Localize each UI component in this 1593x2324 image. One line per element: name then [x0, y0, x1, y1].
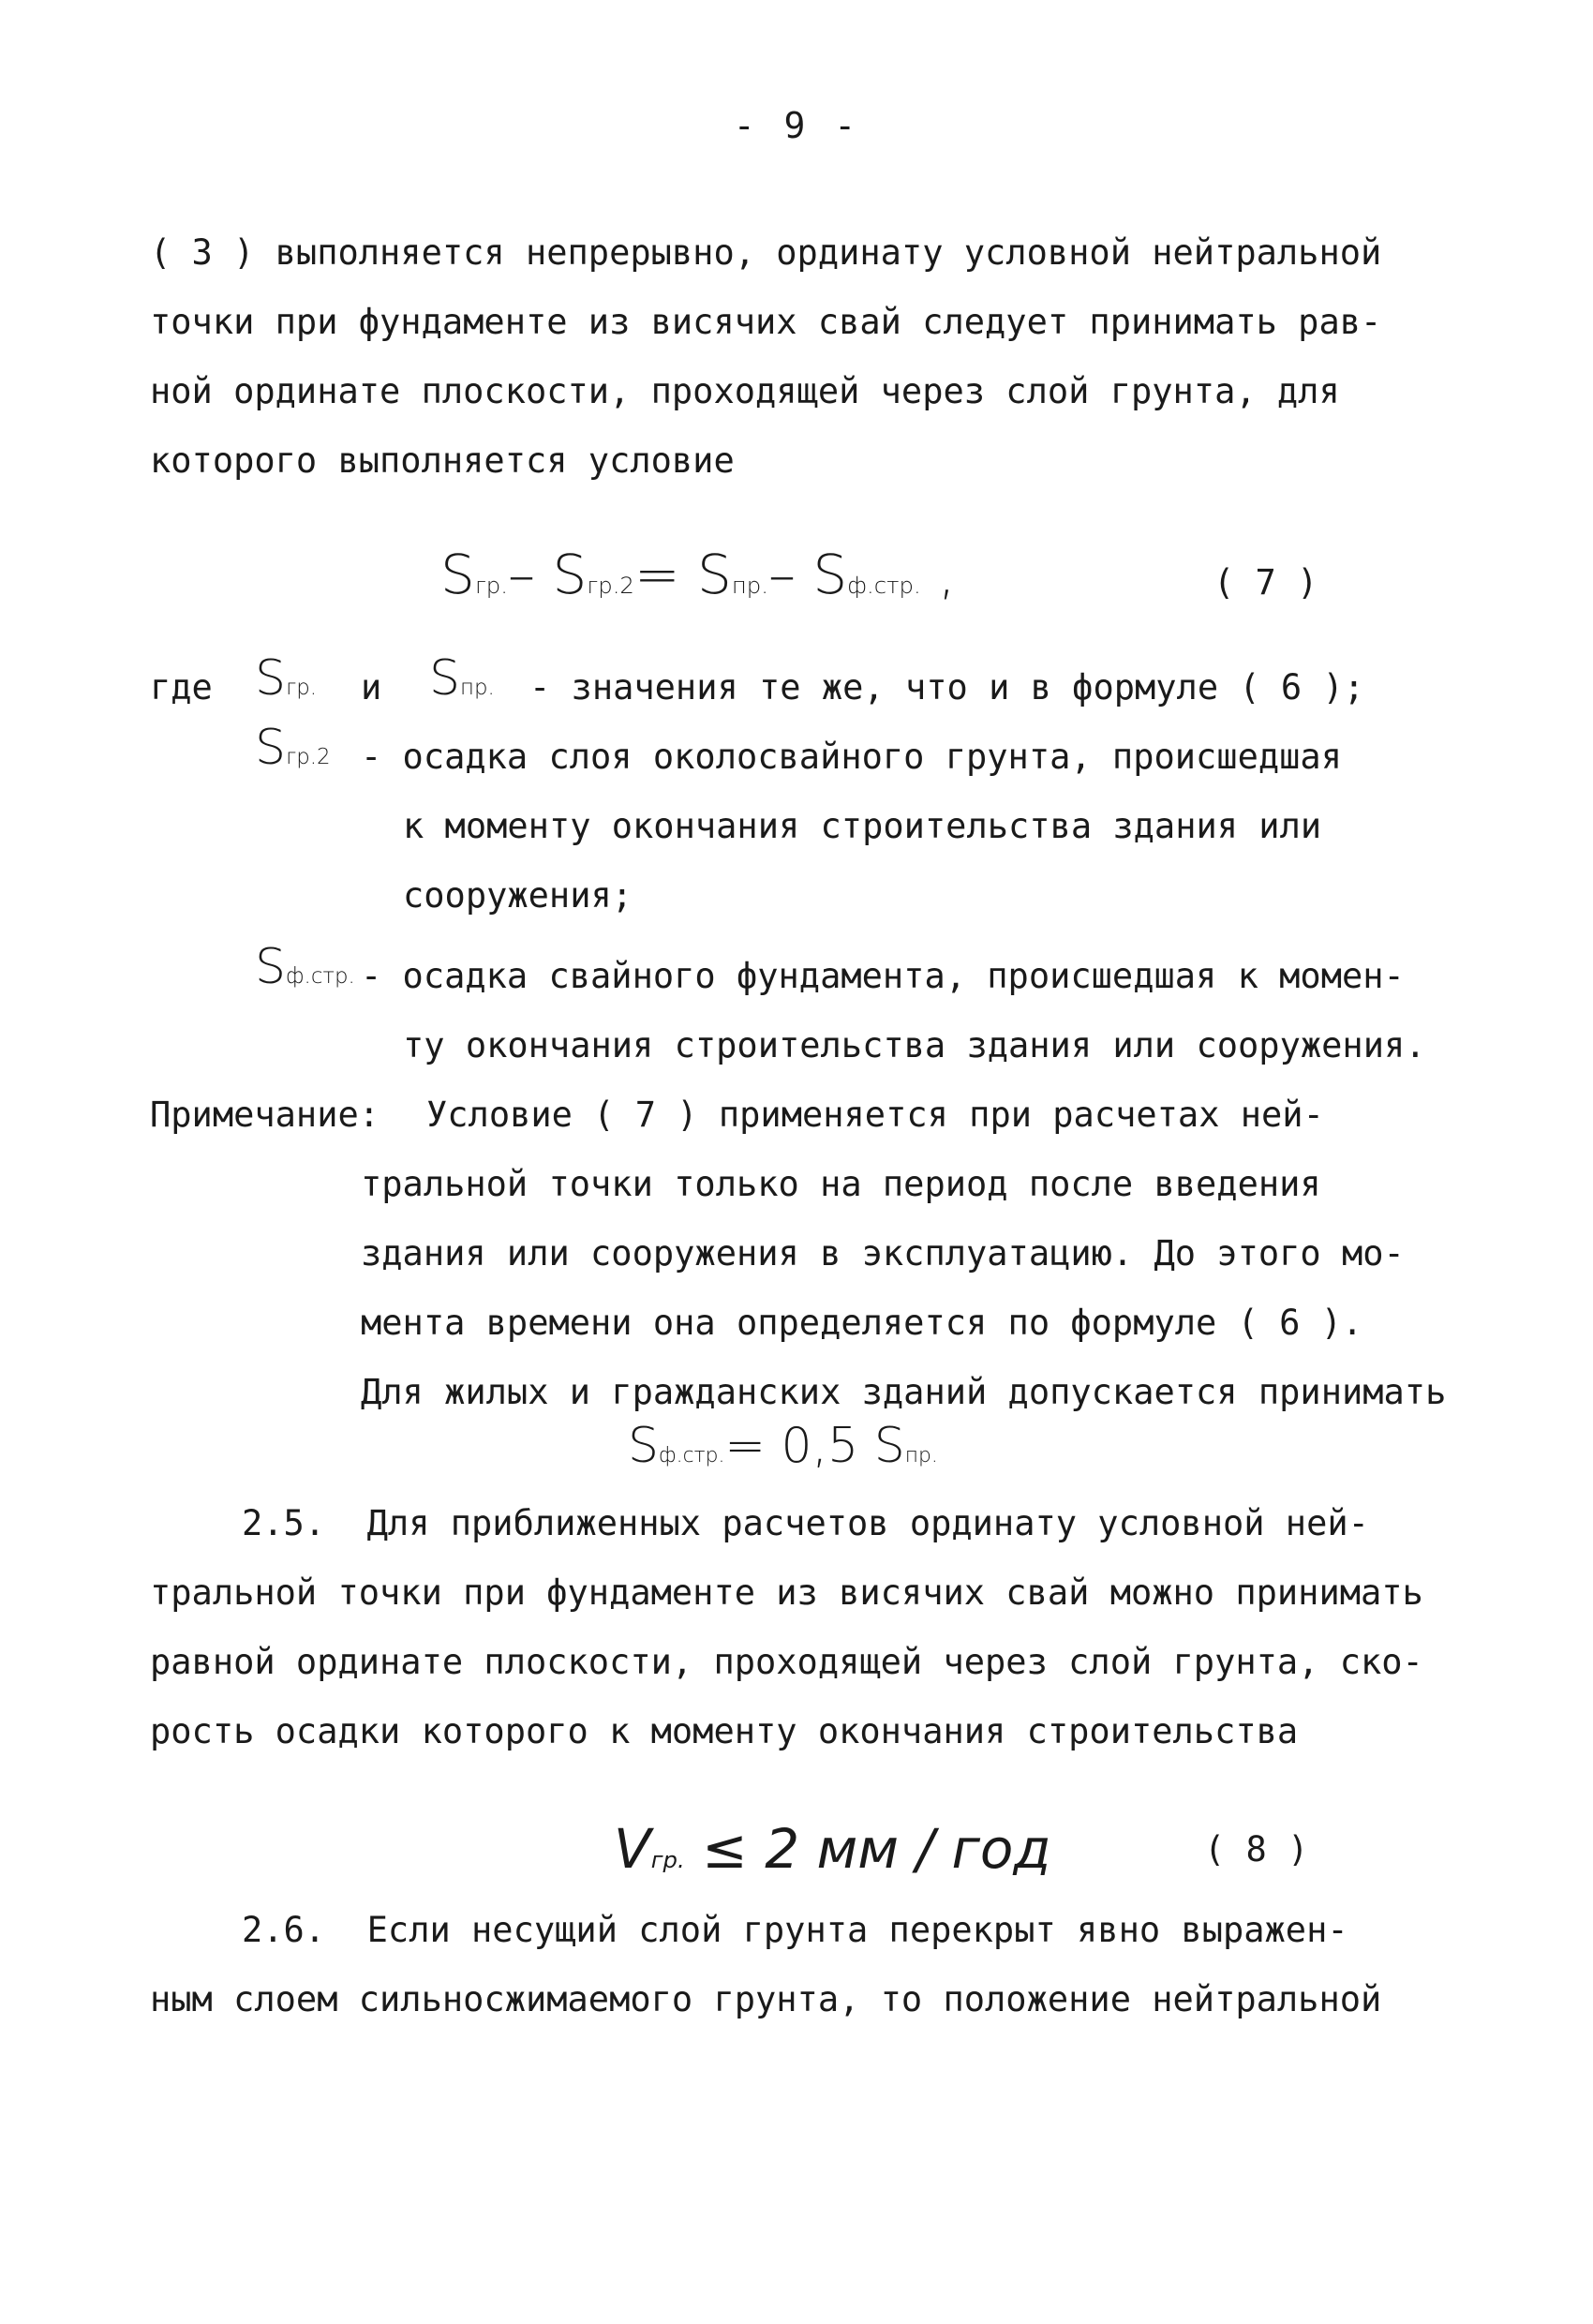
text-line: ной ординате плоскости, проходящей через слой грунта, для: [150, 371, 1340, 411]
paragraph-2-5-line: 2.5. Для приближенных расчетов ординату условной ней-: [242, 1503, 1369, 1543]
text-line: точки при фундаменте из висячих свай следует принимать рав-: [150, 302, 1382, 342]
paragraph-2-5-line: равной ординате плоскости, проходящей через слой грунта, ско-: [150, 1642, 1423, 1682]
formula-subscript: гр.2: [587, 572, 634, 599]
definition-text: - значения те же, что и в формуле ( 6 );: [529, 667, 1365, 708]
formula-symbol: S: [812, 543, 848, 606]
definition-text: к моменту окончания строительства здания или: [403, 806, 1322, 846]
note-label: Примечание:: [150, 1095, 380, 1135]
definition-text: сооружения;: [403, 875, 633, 916]
formula-7: [440, 544, 956, 617]
formula-operator: –: [508, 543, 535, 606]
equation-number: ( 7 ): [1213, 562, 1318, 603]
formula-operator: =: [633, 543, 680, 606]
note-text: Для жилых и гражданских зданий допускается принимать: [361, 1372, 1447, 1412]
formula-operator: –: [767, 543, 796, 606]
paragraph-2-6-line: ным слоем сильносжимаемого грунта, то положение нейтральной: [150, 1979, 1382, 2019]
page-number: - 9 -: [733, 105, 860, 146]
paragraph-2-6-line: 2.6. Если несущий слой грунта перекрыт явно выражен-: [242, 1910, 1348, 1950]
symbol-s-pr: Sпр.: [429, 650, 495, 707]
formula-comma: ,: [938, 543, 956, 606]
definition-text: ту окончания строительства здания или сооружения.: [403, 1025, 1426, 1065]
paragraph-2-5-line: рость осадки которого к моменту окончания строительства: [150, 1711, 1299, 1751]
definition-text: - осадка слоя околосвайного грунта, происшедшая: [361, 737, 1342, 777]
symbol-s-gr: Sгр.: [255, 650, 318, 707]
symbol-s-fstr: Sф.стр.: [255, 939, 355, 995]
formula-subscript: гр.: [474, 572, 508, 599]
formula-symbol: S: [440, 543, 475, 606]
note-text: мента времени она определяется по формуле ( 6 ).: [361, 1303, 1363, 1343]
note-text: здания или сооружения в эксплуатацию. До этого мо-: [361, 1233, 1405, 1274]
formula-symbol: S: [552, 543, 588, 606]
definition-text: - осадка свайного фундамента, происшедшая к момен-: [361, 956, 1405, 996]
formula-subscript: ф.стр.: [847, 572, 921, 599]
note-text: тральной точки только на период после введения: [361, 1164, 1321, 1204]
text-line: ( 3 ) выполняется непрерывно, ординату условной нейтральной: [150, 232, 1382, 273]
formula-symbol: S: [696, 543, 732, 606]
equation-number: ( 8 ): [1204, 1829, 1309, 1870]
formula-8: Vгр. ≤ 2 мм / год: [614, 1817, 1051, 1881]
note-formula: Sф.стр.= 0,5 Sпр.: [628, 1418, 938, 1474]
symbol-s-gr2: Sгр.2: [255, 720, 331, 776]
paragraph-2-5-line: тральной точки при фундаменте из висячих свай можно принимать: [150, 1572, 1423, 1613]
where-label: где: [150, 667, 213, 708]
and-word: и: [361, 667, 382, 708]
note-text: Условие ( 7 ) применяется при расчетах ней-: [426, 1095, 1324, 1135]
formula-subscript: пр.: [731, 572, 768, 599]
text-line: которого выполняется условие: [150, 440, 735, 481]
